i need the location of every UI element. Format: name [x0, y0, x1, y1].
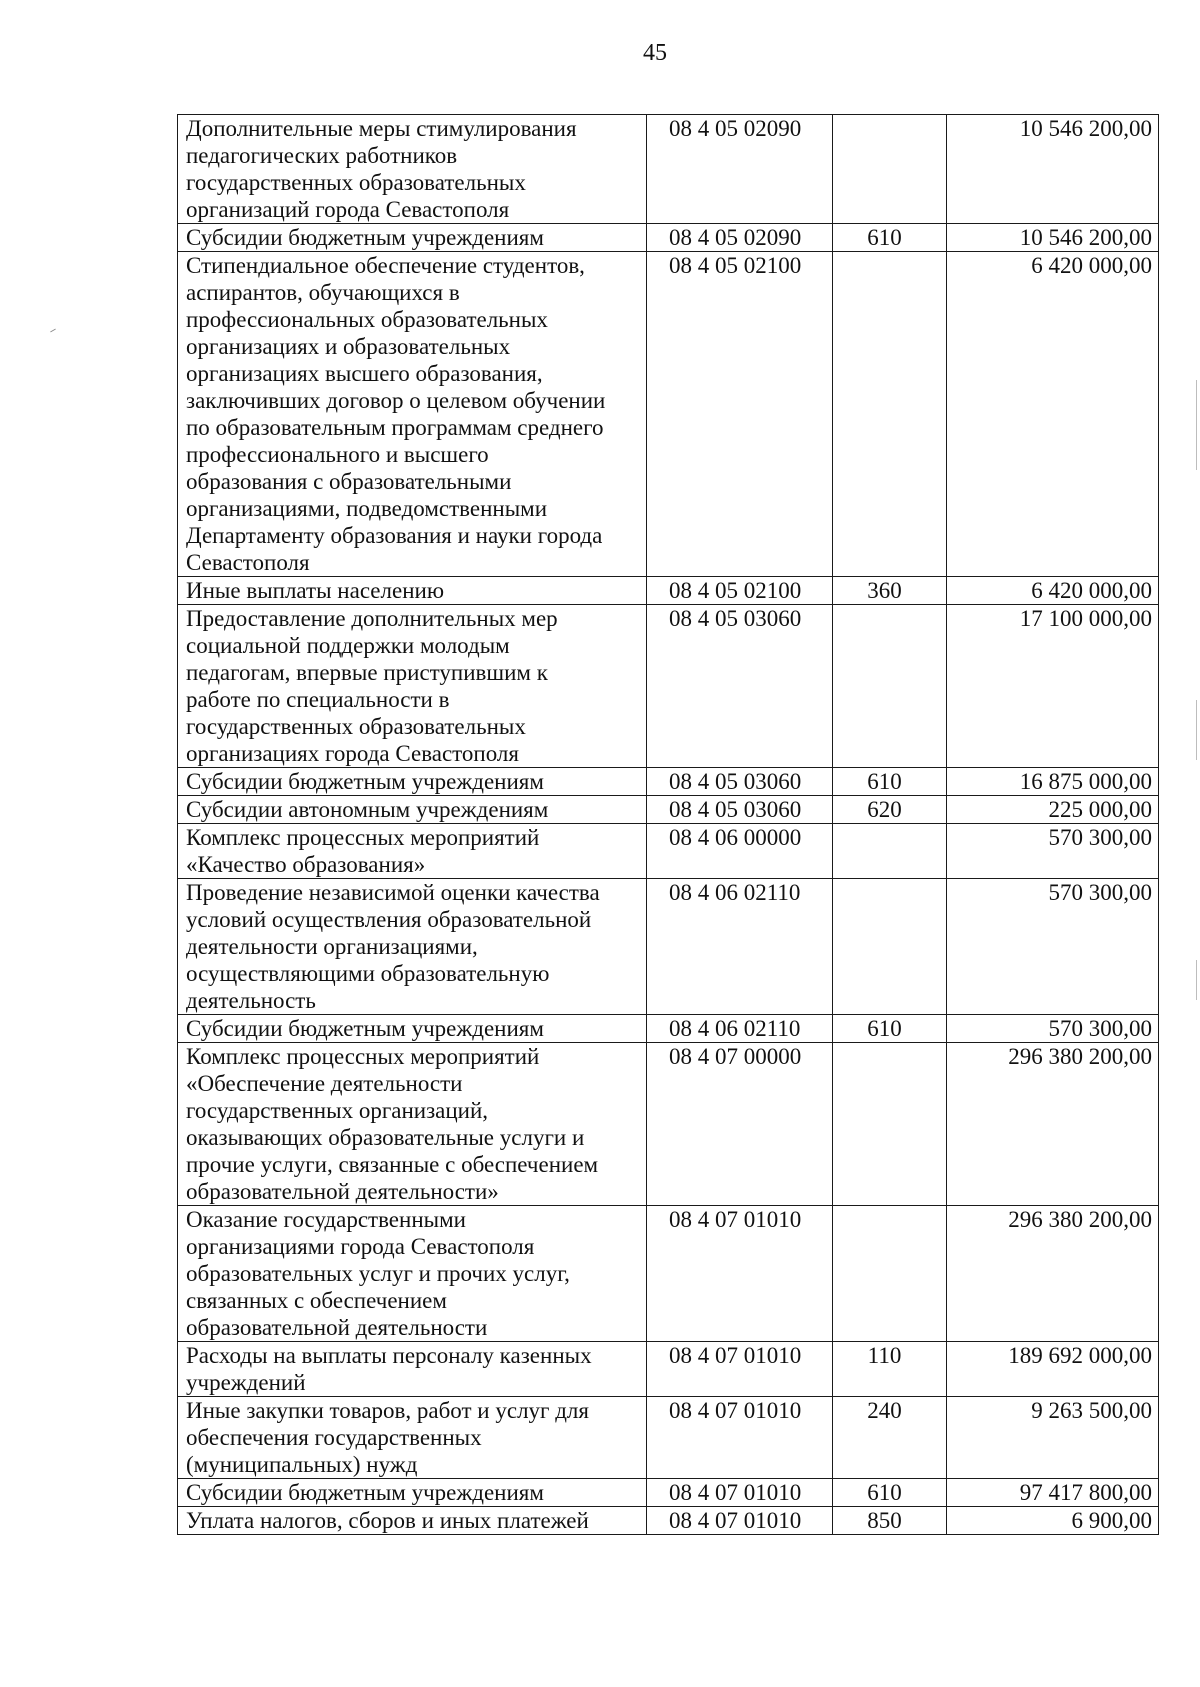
target-article-cell: 08 4 06 00000: [647, 824, 833, 879]
expense-type-cell: [833, 252, 947, 577]
expense-name-line: организациях и образовательных: [186, 334, 511, 359]
expense-name-line: Расходы на выплаты персоналу казенных: [186, 1343, 592, 1368]
expense-type-cell: [833, 1206, 947, 1342]
expense-name-line: деятельности организациями,: [186, 934, 478, 959]
expense-name-cell: [178, 1043, 647, 1206]
expense-name-line: Предоставление дополнительных мер: [186, 606, 558, 631]
target-article-cell: 08 4 06 02110: [647, 1015, 833, 1043]
expense-name-line: обеспечения государственных: [186, 1425, 482, 1450]
amount-cell: 17 100 000,00: [947, 605, 1159, 768]
expense-name-line: организациями, подведомственными: [186, 496, 548, 521]
expense-type-cell: 110: [833, 1342, 947, 1397]
table-row: [178, 1507, 1159, 1535]
expense-name-line: прочие услуги, связанные с обеспечением: [186, 1152, 599, 1177]
target-article-cell: 08 4 07 01010: [647, 1479, 833, 1507]
amount-cell: 16 875 000,00: [947, 768, 1159, 796]
expense-name-line: оказывающих образовательные услуги и: [186, 1125, 585, 1150]
table-row: [178, 1479, 1159, 1507]
expense-name-line: организациях города Севастополя: [186, 741, 519, 766]
expense-type-cell: 360: [833, 577, 947, 605]
expense-name-line: Проведение независимой оценки качества: [186, 880, 600, 905]
expense-name-line: государственных образовательных: [186, 170, 526, 195]
expense-name-cell: [178, 879, 647, 1015]
expense-type-cell: 610: [833, 1015, 947, 1043]
amount-cell: 6 420 000,00: [947, 577, 1159, 605]
expense-type-cell: [833, 879, 947, 1015]
expense-name-line: образования с образовательными: [186, 469, 512, 494]
expense-name-cell: [178, 1015, 647, 1043]
expense-name-line: условий осуществления образовательной: [186, 907, 592, 932]
expense-name-line: Дополнительные меры стимулирования: [186, 116, 577, 141]
expense-name-cell: [178, 1397, 647, 1479]
expense-name-line: Уплата налогов, сборов и иных платежей: [186, 1508, 589, 1533]
expense-name-line: Департаменту образования и науки города: [186, 523, 603, 548]
table-row: [178, 252, 1159, 577]
table-row: [178, 115, 1159, 224]
expense-name-line: «Качество образования»: [186, 852, 426, 877]
page-number: 45: [643, 40, 667, 66]
expense-name-cell: [178, 1206, 647, 1342]
table-row: [178, 796, 1159, 824]
expense-name-cell: [178, 1342, 647, 1397]
target-article-cell: 08 4 07 00000: [647, 1043, 833, 1206]
expense-name-line: Субсидии автономным учреждениям: [186, 797, 549, 822]
target-article-cell: 08 4 06 02110: [647, 879, 833, 1015]
target-article-cell: 08 4 05 02090: [647, 224, 833, 252]
target-article-cell: 08 4 05 02090: [647, 115, 833, 224]
table-row: [178, 577, 1159, 605]
expense-name-line: педагогических работников: [186, 143, 458, 168]
expense-name-line: Стипендиальное обеспечение студентов,: [186, 253, 585, 278]
expense-name-line: Субсидии бюджетным учреждениям: [186, 225, 544, 250]
expense-name-line: Комплекс процессных мероприятий: [186, 1044, 540, 1069]
expense-name-line: заключивших договор о целевом обучении: [186, 388, 606, 413]
amount-cell: 10 546 200,00: [947, 224, 1159, 252]
expense-name-line: профессионального и высшего: [186, 442, 489, 467]
expense-name-line: государственных образовательных: [186, 714, 526, 739]
expense-name-line: Комплекс процессных мероприятий: [186, 825, 540, 850]
expense-name-line: организациями города Севастополя: [186, 1234, 535, 1259]
target-article-cell: 08 4 07 01010: [647, 1206, 833, 1342]
expense-type-cell: 620: [833, 796, 947, 824]
expense-name-cell: [178, 252, 647, 577]
expense-name-cell: [178, 768, 647, 796]
amount-cell: 570 300,00: [947, 824, 1159, 879]
expense-name-line: социальной поддержки молодым: [186, 633, 510, 658]
scan-mark: [1196, 380, 1197, 470]
amount-cell: 9 263 500,00: [947, 1397, 1159, 1479]
expense-name-cell: [178, 605, 647, 768]
amount-cell: 570 300,00: [947, 879, 1159, 1015]
table-row: [178, 879, 1159, 1015]
target-article-cell: 08 4 05 03060: [647, 796, 833, 824]
expense-name-cell: [178, 824, 647, 879]
expense-type-cell: 850: [833, 1507, 947, 1535]
expense-name-line: (муниципальных) нужд: [186, 1452, 418, 1477]
amount-cell: 6 900,00: [947, 1507, 1159, 1535]
expense-type-cell: 610: [833, 224, 947, 252]
expense-name-cell: [178, 1507, 647, 1535]
amount-cell: 189 692 000,00: [947, 1342, 1159, 1397]
expense-name-line: профессиональных образовательных: [186, 307, 548, 332]
expense-name-line: организациях высшего образования,: [186, 361, 543, 386]
table-row: [178, 824, 1159, 879]
amount-cell: 570 300,00: [947, 1015, 1159, 1043]
expense-name-line: образовательных услуг и прочих услуг,: [186, 1261, 570, 1286]
expense-name-line: деятельность: [186, 988, 316, 1013]
amount-cell: 10 546 200,00: [947, 115, 1159, 224]
scan-mark: [50, 329, 56, 333]
amount-cell: 6 420 000,00: [947, 252, 1159, 577]
target-article-cell: 08 4 05 03060: [647, 768, 833, 796]
table-row: [178, 224, 1159, 252]
expense-name-line: Иные выплаты населению: [186, 578, 444, 603]
target-article-cell: 08 4 05 02100: [647, 577, 833, 605]
table-row: [178, 1015, 1159, 1043]
expense-name-line: образовательной деятельности: [186, 1315, 488, 1340]
expense-name-line: государственных организаций,: [186, 1098, 489, 1123]
expense-name-line: осуществляющими образовательную: [186, 961, 550, 986]
expense-name-line: Оказание государственными: [186, 1207, 466, 1232]
table-row: [178, 1342, 1159, 1397]
expense-type-cell: [833, 1043, 947, 1206]
expense-name-line: организаций города Севастополя: [186, 197, 510, 222]
target-article-cell: 08 4 05 02100: [647, 252, 833, 577]
table-row: [178, 1043, 1159, 1206]
amount-cell: 225 000,00: [947, 796, 1159, 824]
table-row: [178, 605, 1159, 768]
expense-name-line: Субсидии бюджетным учреждениям: [186, 1480, 544, 1505]
expense-name-line: образовательной деятельности»: [186, 1179, 499, 1204]
expense-name-cell: [178, 796, 647, 824]
scan-mark: [1196, 700, 1197, 760]
expense-type-cell: [833, 824, 947, 879]
amount-cell: 296 380 200,00: [947, 1206, 1159, 1342]
expense-type-cell: [833, 605, 947, 768]
expense-name-line: связанных с обеспечением: [186, 1288, 447, 1313]
expense-name-line: аспирантов, обучающихся в: [186, 280, 460, 305]
expense-name-line: учреждений: [186, 1370, 306, 1395]
expense-name-line: Иные закупки товаров, работ и услуг для: [186, 1398, 589, 1423]
expense-name-cell: [178, 577, 647, 605]
table-row: [178, 1206, 1159, 1342]
expense-type-cell: 610: [833, 1479, 947, 1507]
amount-cell: 296 380 200,00: [947, 1043, 1159, 1206]
expense-name-line: «Обеспечение деятельности: [186, 1071, 463, 1096]
table-body: [178, 115, 1159, 1535]
expense-type-cell: [833, 115, 947, 224]
expense-name-cell: [178, 115, 647, 224]
scan-mark: [1196, 960, 1197, 1000]
target-article-cell: 08 4 07 01010: [647, 1397, 833, 1479]
expense-name-line: Субсидии бюджетным учреждениям: [186, 1016, 544, 1041]
table-row: [178, 1397, 1159, 1479]
expense-name-line: педагогам, впервые приступившим к: [186, 660, 548, 685]
expense-type-cell: 610: [833, 768, 947, 796]
expense-name-cell: [178, 1479, 647, 1507]
budget-table: [177, 114, 1159, 1535]
table-row: [178, 768, 1159, 796]
expense-name-line: Субсидии бюджетным учреждениям: [186, 769, 544, 794]
amount-cell: 97 417 800,00: [947, 1479, 1159, 1507]
expense-name-line: по образовательным программам среднего: [186, 415, 604, 440]
expense-name-cell: [178, 224, 647, 252]
target-article-cell: 08 4 07 01010: [647, 1342, 833, 1397]
expense-name-line: Севастополя: [186, 550, 310, 575]
target-article-cell: 08 4 07 01010: [647, 1507, 833, 1535]
expense-type-cell: 240: [833, 1397, 947, 1479]
expense-name-line: работе по специальности в: [186, 687, 450, 712]
target-article-cell: 08 4 05 03060: [647, 605, 833, 768]
